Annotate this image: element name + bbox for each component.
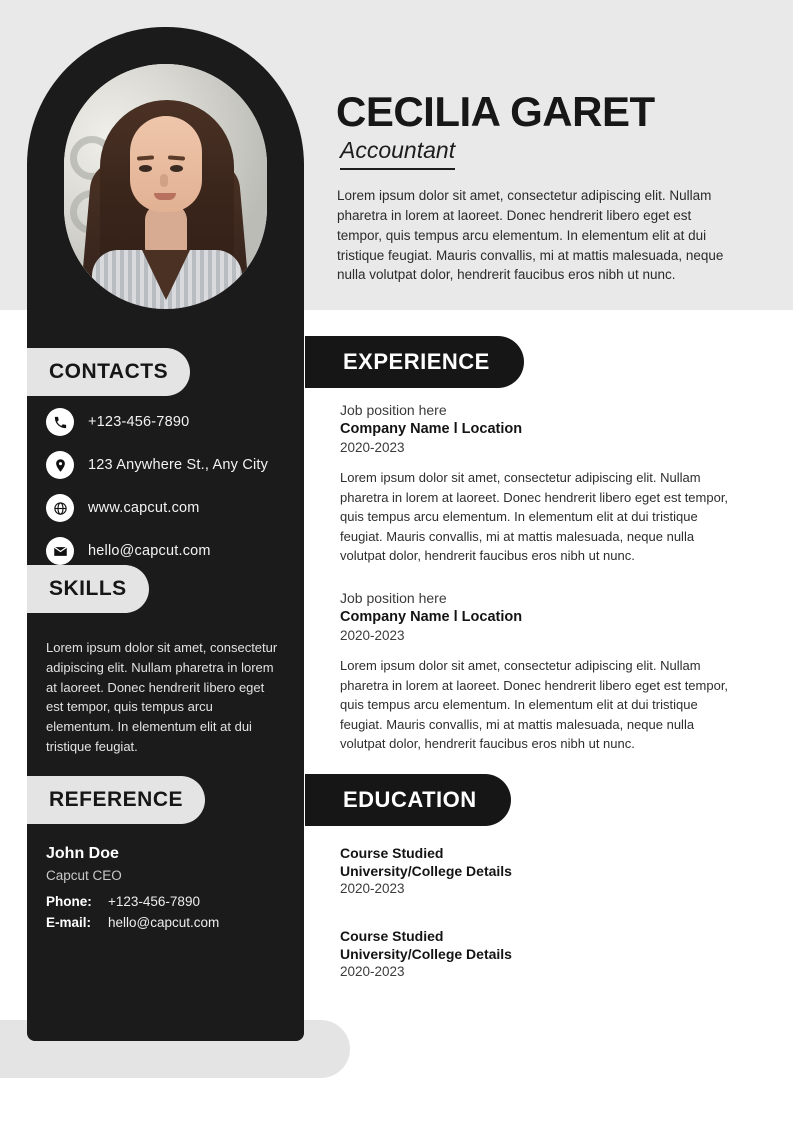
experience-dates: 2020-2023	[340, 440, 405, 455]
contact-value: +123-456-7890	[88, 414, 190, 430]
profile-photo	[64, 64, 267, 309]
location-pin-icon	[46, 451, 74, 479]
skills-body: Lorem ipsum dolor sit amet, consectetur adipiscing elit. Nullam pharetra in lorem at laoreet. Donec hendrerit libero eget est tempor, quis tempus arcu elementum. In elementum elit at dui tristique feugiat.	[46, 640, 278, 754]
globe-icon	[46, 494, 74, 522]
experience-dates: 2020-2023	[340, 628, 405, 643]
experience-item	[340, 402, 732, 566]
contact-value: hello@capcut.com	[88, 543, 211, 559]
experience-heading: EXPERIENCE	[305, 336, 524, 388]
contact-list	[46, 408, 296, 580]
contact-row[interactable]	[46, 408, 296, 436]
reference-phone-value: +123-456-7890	[108, 894, 200, 909]
experience-item	[340, 590, 732, 754]
reference-email-label: E-mail:	[46, 915, 92, 930]
reference-email-value: hello@capcut.com	[108, 915, 220, 930]
education-school: University/College Details	[340, 946, 512, 962]
phone-icon	[46, 408, 74, 436]
experience-position: Job position here	[340, 402, 447, 418]
experience-company: Company Name l Location	[340, 421, 523, 437]
education-item	[340, 845, 732, 896]
experience-position: Job position here	[340, 590, 447, 606]
contact-value: www.capcut.com	[88, 500, 200, 516]
reference-phone	[46, 894, 200, 909]
skills-heading: SKILLS	[27, 565, 149, 613]
reference-email	[46, 915, 219, 930]
candidate-role: Accountant	[340, 137, 455, 170]
education-course: Course Studied	[340, 845, 444, 861]
education-school: University/College Details	[340, 863, 512, 879]
reference-role: Capcut CEO	[46, 868, 122, 883]
experience-description: Lorem ipsum dolor sit amet, consectetur adipiscing elit. Nullam pharetra in lorem at laoreet. Donec hendrerit libero eget est tempor, quis tempus arcu elementum. In elementum elit at dui tristique feugiat. Mauris convallis, mi at mattis malesuada, neque nulla volutpat dolor, hendrerit faucibus eros nibh ut nunc.	[340, 470, 729, 563]
reference-name: John Doe	[46, 845, 119, 862]
contact-value: 123 Anywhere St., Any City	[88, 457, 269, 473]
education-dates: 2020-2023	[340, 964, 405, 979]
contacts-heading: CONTACTS	[27, 348, 190, 396]
contact-row[interactable]	[46, 451, 296, 479]
contact-row[interactable]	[46, 537, 296, 565]
education-dates: 2020-2023	[340, 881, 405, 896]
contact-row[interactable]	[46, 494, 296, 522]
envelope-icon	[46, 537, 74, 565]
education-heading: EDUCATION	[305, 774, 511, 826]
education-course: Course Studied	[340, 928, 444, 944]
candidate-name: CECILIA GARET	[336, 88, 655, 135]
experience-description: Lorem ipsum dolor sit amet, consectetur adipiscing elit. Nullam pharetra in lorem at laoreet. Donec hendrerit libero eget est tempor, quis tempus arcu elementum. In elementum elit at dui tristique feugiat. Mauris convallis, mi at mattis malesuada, neque nulla volutpat dolor, hendrerit faucibus eros nibh ut nunc.	[340, 658, 729, 751]
experience-company: Company Name l Location	[340, 609, 523, 625]
reference-phone-label: Phone:	[46, 894, 92, 909]
profile-summary: Lorem ipsum dolor sit amet, consectetur adipiscing elit. Nullam pharetra in lorem at laoreet. Donec hendrerit libero eget est tempor, quis tempus arcu elementum. In elementum elit at dui tristique feugiat. Mauris convallis, mi at mattis malesuada, neque nulla volutpat dolor, hendrerit faucibus eros nibh ut nunc.	[337, 188, 724, 283]
reference-heading: REFERENCE	[27, 776, 205, 824]
education-item	[340, 928, 732, 979]
